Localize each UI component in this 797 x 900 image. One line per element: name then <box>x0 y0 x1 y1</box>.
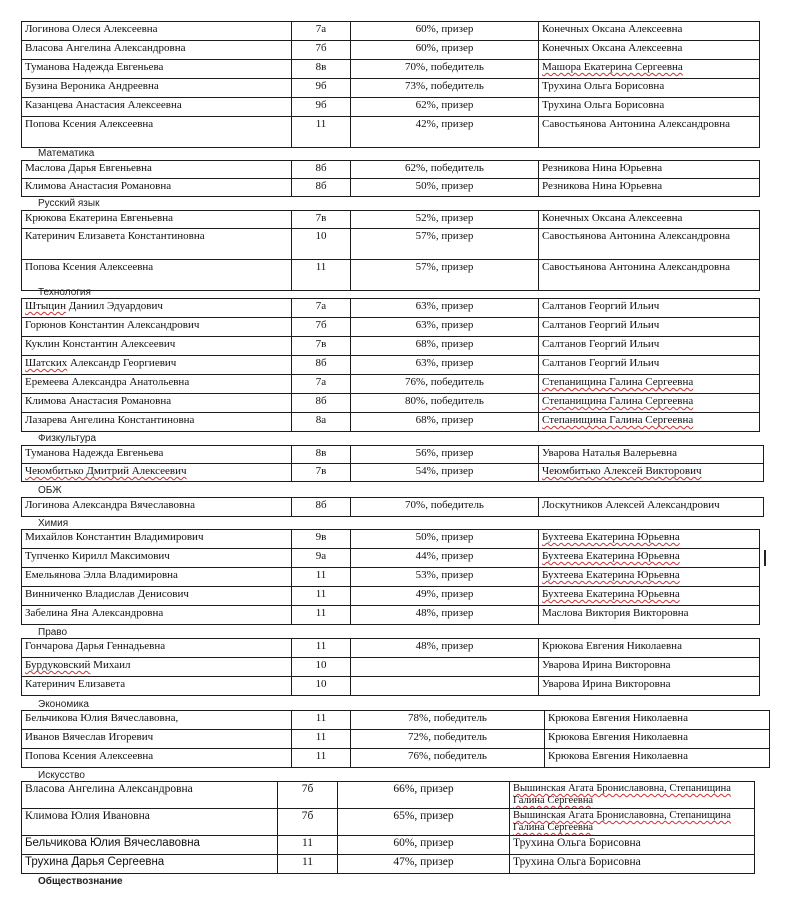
grade: 9в <box>292 530 351 549</box>
teacher: Лоскутников Алексей Александрович <box>539 498 764 517</box>
table-row <box>22 161 760 179</box>
student-name: Катеринич Елизавета <box>22 677 292 696</box>
grade: 11 <box>292 749 351 768</box>
table-row <box>22 179 760 197</box>
grade: 11 <box>292 568 351 587</box>
grade: 11 <box>278 836 338 855</box>
student-name: Бузина Вероника Андреевна <box>22 79 292 98</box>
grade: 7б <box>292 318 351 337</box>
student-name: Климова Анастасия Романовна <box>22 394 292 413</box>
teacher: Бухтеева Екатерина Юрьевна <box>539 587 760 606</box>
table-row <box>22 41 760 60</box>
student-given-names: Михаил <box>90 659 131 671</box>
student-surname: Штыцин <box>25 300 66 312</box>
table-row <box>22 677 760 696</box>
grade: 7а <box>292 299 351 318</box>
result: 60%, призер <box>338 836 510 855</box>
result: 57%, призер <box>351 229 539 260</box>
grade: 7б <box>292 41 351 60</box>
result: 56%, призер <box>351 446 539 464</box>
student-name: Горюнов Константин Александрович <box>22 318 292 337</box>
table-row <box>22 22 760 41</box>
result: 49%, призер <box>351 587 539 606</box>
teacher: Резникова Нина Юрьевна <box>539 179 760 197</box>
student-surname: Шатских <box>25 357 68 369</box>
table-row <box>22 318 760 337</box>
student-name: Катеринич Елизавета Константиновна <box>22 229 292 260</box>
student-name: Тупченко Кирилл Максимович <box>22 549 292 568</box>
table-row <box>22 498 764 517</box>
result: 52%, призер <box>351 211 539 229</box>
table-row <box>22 568 760 587</box>
teacher: Салтанов Георгий Ильич <box>539 299 760 318</box>
result: 68%, призер <box>351 337 539 356</box>
table-row <box>22 530 760 549</box>
result: 54%, призер <box>351 464 539 482</box>
result: 47%, призер <box>338 855 510 874</box>
grade: 8б <box>292 356 351 375</box>
grade: 7а <box>292 22 351 41</box>
table-row <box>22 464 764 482</box>
student-name: Бельчикова Юлия Вячеславовна, <box>22 711 292 730</box>
grade: 8б <box>292 179 351 197</box>
teacher: Савостьянова Антонина Александровна <box>539 117 760 148</box>
student-name: Емельянова Элла Владимировна <box>22 568 292 587</box>
table-row <box>22 337 760 356</box>
student-name: Крюкова Екатерина Евгеньевна <box>22 211 292 229</box>
student-name: Трухина Дарья Сергеевна <box>22 855 278 874</box>
teacher: Савостьянова Антонина Александровна <box>539 229 760 260</box>
results-table <box>21 781 755 874</box>
student-name: Казанцева Анастасия Алексеевна <box>22 98 292 117</box>
grade: 10 <box>292 677 351 696</box>
student-name: Винниченко Владислав Денисович <box>22 587 292 606</box>
table-row <box>22 260 760 291</box>
teacher: Салтанов Георгий Ильич <box>539 337 760 356</box>
results-table <box>21 445 764 482</box>
section-heading-chemistry: Химия <box>38 518 69 529</box>
student-name: Попова Ксения Алексеевна <box>22 117 292 148</box>
results-table <box>21 21 760 148</box>
section-heading-math: Математика <box>38 148 95 159</box>
grade: 7б <box>278 809 338 836</box>
result: 68%, призер <box>351 413 539 432</box>
results-table <box>21 497 764 517</box>
student-name: Климова Юлия Ивановна <box>22 809 278 836</box>
student-name: Гончарова Дарья Геннадьевна <box>22 639 292 658</box>
result: 62%, призер <box>351 98 539 117</box>
teacher: Машора Екатерина Сергеевна <box>539 60 760 79</box>
student-name: Михайлов Константин Владимирович <box>22 530 292 549</box>
table-row <box>22 809 755 836</box>
result: 63%, призер <box>351 356 539 375</box>
section-heading-technology: Технология <box>38 287 91 298</box>
table-row <box>22 782 755 809</box>
result: 78%, победитель <box>351 711 545 730</box>
student-name <box>22 299 292 318</box>
table-row <box>22 117 760 148</box>
section-heading-art: Искусство <box>38 770 85 781</box>
table-row <box>22 79 760 98</box>
student-name <box>22 658 292 677</box>
result: 50%, призер <box>351 530 539 549</box>
teacher: Бухтеева Екатерина Юрьевна <box>539 549 760 568</box>
section-heading-social-studies: Обществознание <box>38 876 123 887</box>
teacher: Крюкова Евгения Николаевна <box>545 711 770 730</box>
student-name: Еремеева Александра Анатольевна <box>22 375 292 394</box>
teacher: Трухина Ольга Борисовна <box>510 836 755 855</box>
teacher: Салтанов Георгий Ильич <box>539 356 760 375</box>
teacher: Чеюмбитько Алексей Викторович <box>539 464 764 482</box>
table-row <box>22 749 770 768</box>
result: 63%, призер <box>351 318 539 337</box>
teacher: Уварова Наталья Валерьевна <box>539 446 764 464</box>
result: 50%, призер <box>351 179 539 197</box>
table-row <box>22 587 760 606</box>
teacher: Крюкова Евгения Николаевна <box>539 639 760 658</box>
result: 76%, победитель <box>351 375 539 394</box>
results-table <box>21 160 760 197</box>
table-row <box>22 836 755 855</box>
teacher: Степанищина Галина Сергеевна <box>539 375 760 394</box>
student-name: Туманова Надежда Евгеньева <box>22 60 292 79</box>
teacher: Степанищина Галина Сергеевна <box>539 394 760 413</box>
result: 72%, победитель <box>351 730 545 749</box>
grade: 11 <box>292 730 351 749</box>
teacher: Резникова Нина Юрьевна <box>539 161 760 179</box>
grade: 8в <box>292 60 351 79</box>
teacher: Вышинская Агата Брониславовна, Степанищина Галина Сергеевна <box>510 782 755 809</box>
grade: 7а <box>292 375 351 394</box>
student-given-names: Александр Георгиевич <box>67 357 177 369</box>
grade: 7в <box>292 211 351 229</box>
result: 42%, призер <box>351 117 539 148</box>
table-row <box>22 658 760 677</box>
grade: 11 <box>278 855 338 874</box>
table-row <box>22 356 760 375</box>
teacher: Степанищина Галина Сергеевна <box>539 413 760 432</box>
teacher: Вышинская Агата Брониславовна, Степанищина Галина Сергеевна <box>510 809 755 836</box>
grade: 9б <box>292 98 351 117</box>
teacher: Бухтеева Екатерина Юрьевна <box>539 530 760 549</box>
result <box>351 677 539 696</box>
table-row <box>22 549 760 568</box>
student-name: Иванов Вячеслав Игоревич <box>22 730 292 749</box>
table-row <box>22 413 760 432</box>
table-row <box>22 711 770 730</box>
student-name: Забелина Яна Александровна <box>22 606 292 625</box>
student-name: Чеюмбитько Дмитрий Алексеевич <box>22 464 292 482</box>
student-name: Власова Ангелина Александровна <box>22 782 278 809</box>
teacher: Маслова Виктория Викторовна <box>539 606 760 625</box>
results-table <box>21 529 760 625</box>
student-surname: Бурдуковский <box>25 659 91 671</box>
section-heading-law: Право <box>38 627 68 638</box>
result: 65%, призер <box>338 809 510 836</box>
result <box>351 658 539 677</box>
grade: 7в <box>292 337 351 356</box>
grade: 11 <box>292 639 351 658</box>
teacher: Крюкова Евгения Николаевна <box>545 749 770 768</box>
grade: 11 <box>292 587 351 606</box>
table-row <box>22 639 760 658</box>
teacher: Конечных Оксана Алексеевна <box>539 211 760 229</box>
table-row <box>22 60 760 79</box>
grade: 11 <box>292 711 351 730</box>
student-name: Лазарева Ангелина Константиновна <box>22 413 292 432</box>
table-row <box>22 855 755 874</box>
result: 76%, победитель <box>351 749 545 768</box>
teacher: Трухина Ольга Борисовна <box>510 855 755 874</box>
teacher: Конечных Оксана Алексеевна <box>539 22 760 41</box>
result: 60%, призер <box>351 22 539 41</box>
results-table <box>21 710 770 768</box>
results-table <box>21 298 760 432</box>
student-name: Куклин Константин Алексеевич <box>22 337 292 356</box>
results-table <box>21 210 760 291</box>
table-row <box>22 394 760 413</box>
table-row <box>22 446 764 464</box>
student-name <box>22 356 292 375</box>
result: 62%, победитель <box>351 161 539 179</box>
table-row <box>22 375 760 394</box>
table-row <box>22 730 770 749</box>
grade: 8б <box>292 161 351 179</box>
grade: 7б <box>278 782 338 809</box>
grade: 8а <box>292 413 351 432</box>
table-row <box>22 229 760 260</box>
teacher: Трухина Ольга Борисовна <box>539 79 760 98</box>
section-heading-economics: Экономика <box>38 699 89 710</box>
result: 73%, победитель <box>351 79 539 98</box>
teacher: Савостьянова Антонина Александровна <box>539 260 760 291</box>
result: 66%, призер <box>338 782 510 809</box>
teacher: Уварова Ирина Викторовна <box>539 677 760 696</box>
result: 70%, победитель <box>351 60 539 79</box>
student-name: Климова Анастасия Романовна <box>22 179 292 197</box>
grade: 9б <box>292 79 351 98</box>
student-name: Попова Ксения Алексеевна <box>22 749 292 768</box>
result: 53%, призер <box>351 568 539 587</box>
grade: 8б <box>292 394 351 413</box>
table-row <box>22 299 760 318</box>
grade: 11 <box>292 117 351 148</box>
grade: 7в <box>292 464 351 482</box>
table-row <box>22 606 760 625</box>
results-table <box>21 638 760 696</box>
teacher: Уварова Ирина Викторовна <box>539 658 760 677</box>
grade: 8в <box>292 446 351 464</box>
grade: 11 <box>292 260 351 291</box>
teacher: Трухина Ольга Борисовна <box>539 98 760 117</box>
result: 60%, призер <box>351 41 539 60</box>
grade: 10 <box>292 658 351 677</box>
section-heading-obzh: ОБЖ <box>38 485 62 496</box>
student-given-names: Даниил Эдуардович <box>65 300 163 312</box>
grade: 9а <box>292 549 351 568</box>
teacher: Конечных Оксана Алексеевна <box>539 41 760 60</box>
table-row <box>22 211 760 229</box>
grade: 10 <box>292 229 351 260</box>
student-name: Власова Ангелина Александровна <box>22 41 292 60</box>
result: 48%, призер <box>351 606 539 625</box>
teacher: Салтанов Георгий Ильич <box>539 318 760 337</box>
result: 44%, призер <box>351 549 539 568</box>
section-heading-pe: Физкультура <box>38 433 97 444</box>
result: 70%, победитель <box>351 498 539 517</box>
grade: 8б <box>292 498 351 517</box>
student-name: Логинова Олеся Алексеевна <box>22 22 292 41</box>
student-name: Логинова Александра Вячеславовна <box>22 498 292 517</box>
student-name: Бельчикова Юлия Вячеславовна <box>22 836 278 855</box>
text-cursor <box>764 550 766 566</box>
student-name: Попова Ксения Алексеевна <box>22 260 292 291</box>
student-name: Туманова Надежда Евгеньева <box>22 446 292 464</box>
teacher: Крюкова Евгения Николаевна <box>545 730 770 749</box>
grade: 11 <box>292 606 351 625</box>
result: 57%, призер <box>351 260 539 291</box>
section-heading-russian: Русский язык <box>38 198 100 209</box>
teacher: Бухтеева Екатерина Юрьевна <box>539 568 760 587</box>
result: 48%, призер <box>351 639 539 658</box>
result: 63%, призер <box>351 299 539 318</box>
table-row <box>22 98 760 117</box>
result: 80%, победитель <box>351 394 539 413</box>
student-name: Маслова Дарья Евгеньевна <box>22 161 292 179</box>
